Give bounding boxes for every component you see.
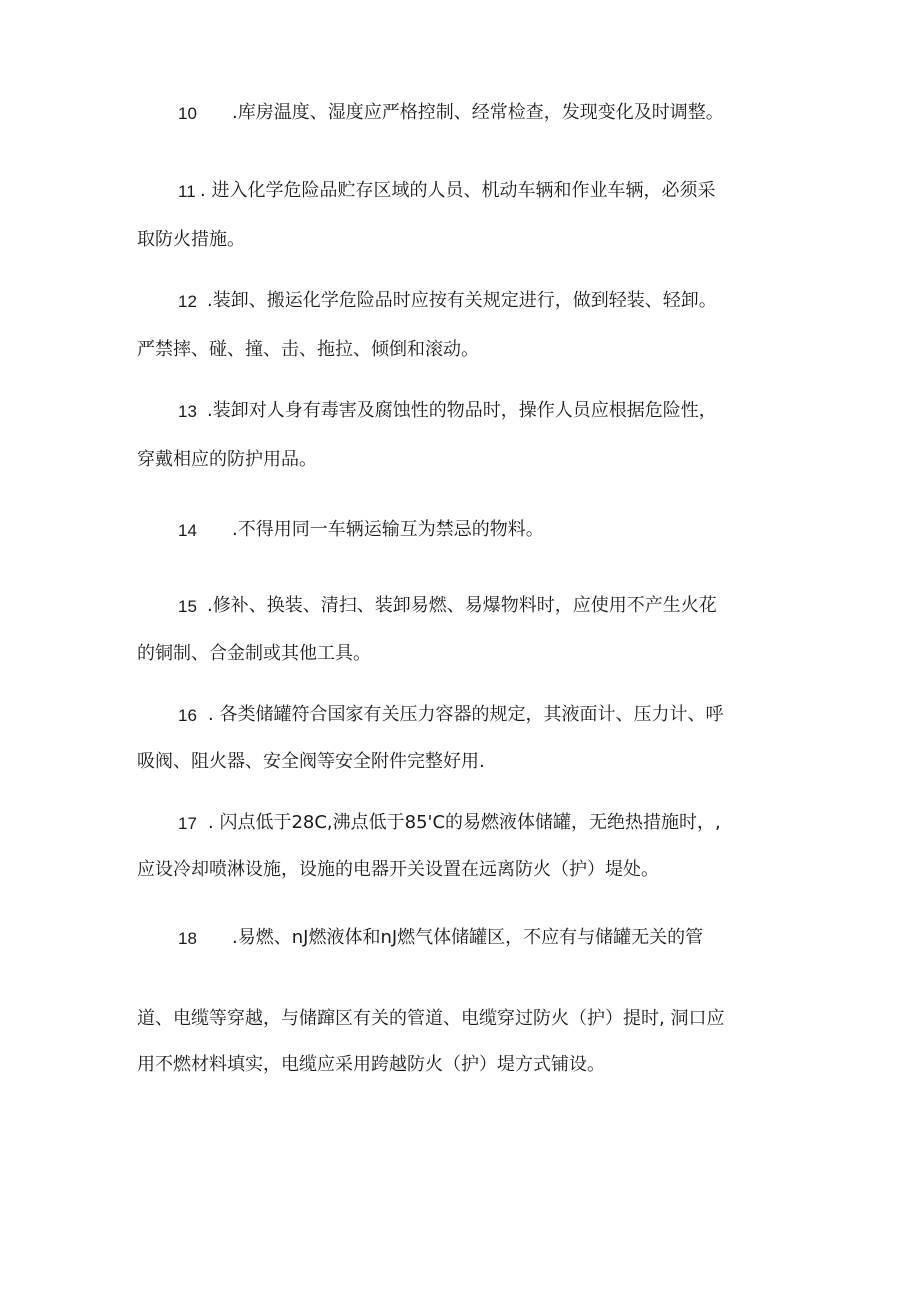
item-10-number: 10: [178, 104, 197, 123]
item-17-text-line-1: . 闪点低于28C,沸点低于85'C的易燃液体储罐，无绝热措施时，,: [208, 812, 721, 833]
item-17-text-line-2: 应设冷却喷淋设施，设施的电器开关设置在远离防火（护）堤处。: [137, 859, 659, 880]
item-13-text-line-2: 穿戴相应的防护用品。: [137, 449, 317, 470]
item-10-text: .库房温度、湿度应严格控制、经常检查，发现变化及时调整。: [232, 102, 724, 123]
item-13-text-line-1: .装卸对人身有毒害及腐蚀性的物品时，操作人员应根据危险性，: [207, 400, 717, 421]
item-16-text-line-1: . 各类储罐符合国家有关压力容器的规定，其液面计、压力计、呼: [208, 704, 724, 725]
item-11-text-line-1: . 进入化学危险品贮存区域的人员、机动车辆和作业车辆，必须采: [200, 180, 716, 201]
item-14-text: .不得用同一车辆运输互为禁忌的物料。: [232, 519, 544, 540]
item-12-text-line-2: 严禁摔、碰、撞、击、拖拉、倾倒和滚动。: [137, 339, 479, 360]
item-15-text-line-2: 的铜制、合金制或其他工具。: [137, 643, 371, 664]
item-18-text-line-3: 用不燃材料填实，电缆应采用跨越防火（护）堤方式铺设。: [137, 1054, 605, 1075]
item-15-number: 15: [178, 597, 197, 616]
item-13-number: 13: [178, 402, 197, 421]
item-16-text-line-2: 吸阀、阻火器、安全阀等安全附件完整好用.: [137, 751, 485, 772]
item-17-number: 17: [178, 814, 197, 833]
item-16-number: 16: [178, 706, 197, 725]
item-18-text-line-1: .易燃、nJ燃液体和nJ燃气体储罐区，不应有与储罐无关的管: [232, 927, 704, 948]
item-11-number: 11: [178, 182, 196, 201]
item-12-number: 12: [178, 292, 197, 311]
item-14-number: 14: [178, 521, 197, 540]
item-18-number: 18: [178, 929, 197, 948]
item-12-text-line-1: .装卸、搬运化学危险品时应按有关规定进行，做到轻装、轻卸。: [207, 290, 717, 311]
item-15-text-line-1: .修补、换装、清扫、装卸易燃、易爆物料时，应使用不产生火花: [207, 595, 717, 616]
item-11-text-line-2: 取防火措施。: [137, 229, 245, 250]
item-18-text-line-2: 道、电缆等穿越，与储蹿区有关的管道、电缆穿过防火（护）提时, 洞口应: [137, 1008, 725, 1029]
